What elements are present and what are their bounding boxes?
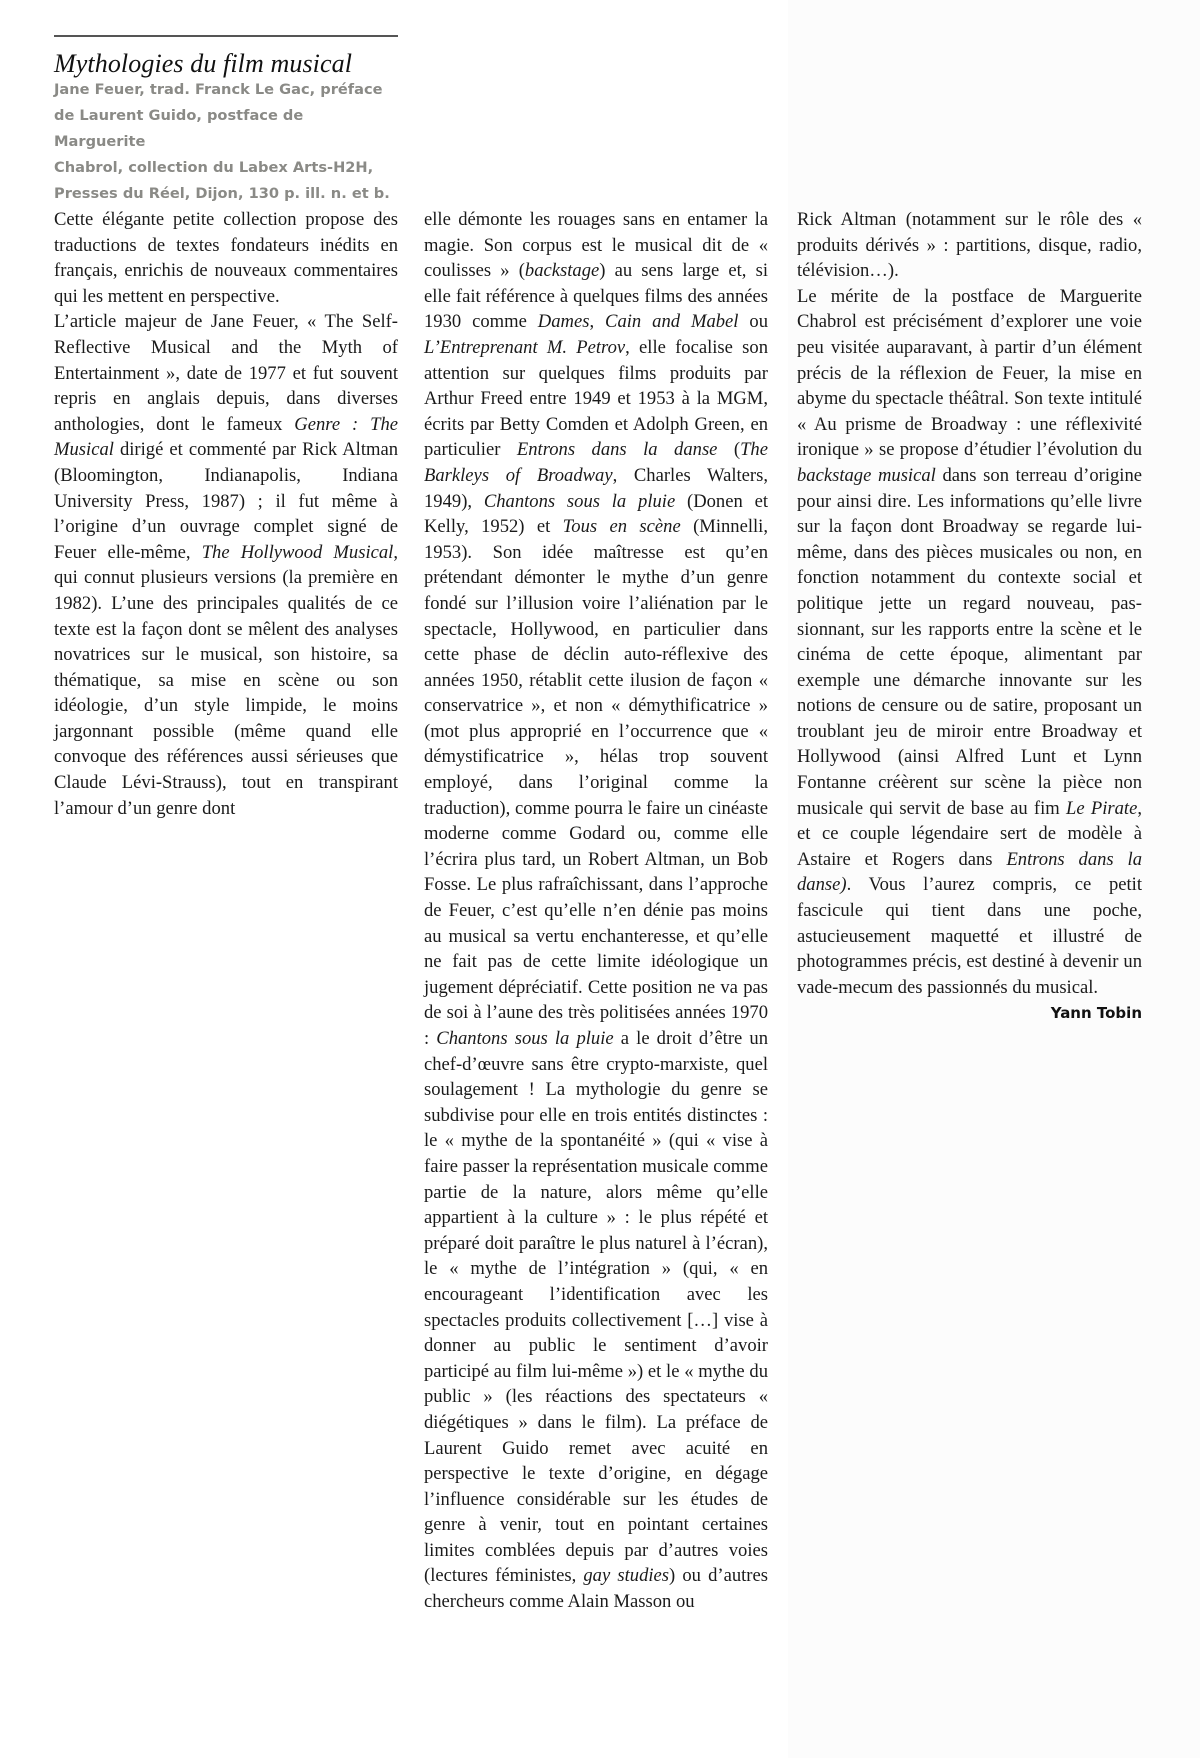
text-segment: L’article majeur de Jane Feuer, « The Self-Reflective Musical and the Myth of Entertainment », date de 1977 et fut souvent repris en anglais depuis, dans diverses anthologies, dont le fameux (54, 311, 398, 435)
italic-title: Chantons sous la pluie (436, 1028, 614, 1049)
author-signature: Yann Tobin (1050, 1004, 1142, 1023)
text-segment: Rick Altman (notamment sur le rôle des « produits dérivés » : partitions, disque, radio, télévision…). (797, 209, 1142, 282)
text-segment: (Donen et Kelly, 1952) et (424, 490, 768, 538)
book-title: Mythologies du film musical (54, 49, 353, 78)
italic-title: Entrons dans la danse (516, 439, 718, 461)
italic-title: backstage (524, 260, 600, 282)
metadata-line: Jane Feuer, trad. Franck Le Gac, préface (54, 81, 383, 98)
text-segment: (Minnelli, 1953). Son idée maîtresse est qu’en prétendant démonter le mythe d’un genre fondé sur l’illusion voire l’aliénation par le spectacle, Hollywood, en particulier dans cette phase de déclin auto-réflexive des années 1950, rétablit cette ilusion de façon « conservatrice », et non « démythificatrice » (mot plus approprié en l’occurrence que « démystificatrice », hélas trop souvent employé, dans l’original comme la traduction), comme pourra le faire un cinéaste moderne comme Godard ou, comme elle l’écrira plus tard, un Robert Altman, un Bob Fosse. Le plus rafraîchissant, dans l’approche de Feuer, c’est qu’elle n’en dénie pas moins au musical sa vertu enchanteresse, et qu’elle ne fait pas de cette limite idéologique un jugement dépréciatif. Cette position ne va pas de soi à l’aune des très politisées années 1970 : (424, 516, 768, 1049)
italic-title: backstage musical (797, 464, 936, 486)
body-paragraph (797, 207, 1142, 284)
book-metadata (54, 77, 398, 207)
text-column-1 (54, 207, 398, 821)
text-segment: dans son terreau d’origine pour ainsi dire. Les informations qu’elle livre sur la façon dont Broadway se regarde lui-même, dans des pièces musicales ou non, en fonction notamment du contexte social et politique jette un regard nouveau, passionnant, sur les rapports entre la scène et le cinéma de cette époque, alimentant par exemple une démarche innovante sur les notions de censure ou de satire, proposant un troublant jeu de miroir entre Broadway et Hollywood (ainsi Alfred Lunt et Lynn Fontanne créèrent sur scène la pièce non musicale qui servit de base au fim (797, 464, 1142, 819)
metadata-line: de Laurent Guido, postface de Marguerite (54, 107, 304, 150)
text-segment: ou (738, 311, 769, 333)
text-segment: Cette élégante petite collection propose des traductions de textes fondateurs inédits en français, enrichis de nouveaux commentaires qui les mettent en perspective. (54, 209, 398, 307)
italic-title: Chantons sous la pluie (483, 490, 676, 512)
text-segment: , et ce couple légendaire sert de modèle à Astaire et Rogers dans (797, 797, 1142, 870)
text-segment: , (589, 311, 606, 333)
body-paragraph (797, 284, 1142, 1001)
body-paragraph (54, 207, 398, 309)
text-segment: Le mérite de la postface de Marguerite Chabrol est précisément d’explorer une voie peu visitée auparavant, à partir d’un élément précis de la réflexion de Feuer, la mise en abyme du spectacle théâtral. Son texte intitulé « Au prisme de Broadway : une réflexivité ironique » se propose d’étudier l’évolution du (797, 285, 1142, 461)
italic-title: Cain and Mabel (605, 311, 739, 333)
text-segment: a le droit d’être un chef-d’œuvre sans être crypto-marxiste, quel soulagement ! La mythologie du genre se subdivise pour elle en trois entités distinctes : le « mythe de la spontanéité » (qui « vise à faire passer la représentation musicale comme partie de la nature, alors même qu’elle appartient à la culture » : le plus répété et préparé doit paraître le plus naturel à l’écran), le « mythe de l’intégration » (qui, « en encourageant l’identification avec les spectacles produits collectivement […] vise à donner au public le sentiment d’avoir participé au film lui-même ») et le « mythe du public » (les réactions des spectateurs « diégétiques » dans le film). La préface de Laurent Guido remet avec acuité en perspective le texte d’origine, en dégage l’influence considérable sur les études de genre à venir, tout en pointant certaines limites comblées depuis par d’autres voies (lectures féministes, (424, 1028, 768, 1587)
italic-title: L’Entreprenant M. Petrov (424, 336, 626, 358)
metadata-line: Chabrol, collection du Labex Arts-H2H, (54, 159, 374, 176)
italic-title: The Barkleys of Broadway (424, 439, 768, 486)
top-rule (54, 35, 398, 37)
text-segment: dirigé et commenté par Rick Altman (Bloomington, Indianapolis, Indiana University Press, 1987) ; il fut même à l’origine d’un ouvrage complet signé de Feuer elle-même, (54, 439, 398, 563)
metadata-line: Presses du Réel, Dijon, 130 p. ill. n. et b. (54, 185, 390, 202)
text-segment: , Charles Walters, 1949), (424, 464, 768, 512)
text-column-2 (424, 207, 768, 1615)
text-segment: ) au sens large et, si elle fait référence à quelques films des années 1930 comme (424, 260, 768, 333)
italic-title: Entrons dans la danse) (797, 848, 1142, 896)
italic-title: Le Pirate (1066, 797, 1138, 819)
italic-title: gay studies (583, 1565, 670, 1587)
body-paragraph (54, 309, 398, 821)
italic-title: Dames (537, 311, 590, 333)
review-header (54, 35, 398, 207)
italic-title: Tous en scène (562, 516, 681, 538)
italic-title: The Hollywood Musical (201, 541, 394, 563)
text-segment: elle démonte les rouages sans en entamer la magie. Son corpus est le musical dit de « coulisses » ( (424, 209, 768, 282)
text-segment: ( (717, 439, 741, 461)
body-paragraph (424, 207, 768, 1615)
text-segment: , elle focalise son attention sur quelques films produits par Arthur Freed entre 1949 et 1953 à la MGM, écrits par Betty Comden et Adolph Green, en particulier (424, 336, 769, 461)
text-segment: , qui connut plusieurs versions (la première en 1982). L’une des principales qualités de ce texte est la façon dont se mêlent des analyses novatrices sur le musical, son histoire, sa thématique, sa mise en scène ou son idéologie, d’un style limpide, le moins jargonnant possible (même quand elle convoque des références aussi sérieuses que Claude Lévi-Strauss), tout en transpirant l’amour d’un genre dont (54, 541, 398, 819)
text-segment: . Vous l’aurez compris, ce petit fascicule qui tient dans une poche, astucieusement maquetté et illustré de photogrammes précis, est destiné à devenir un vade-mecum des passionnés du musical. (797, 874, 1142, 998)
text-segment: ) ou d’autres chercheurs comme Alain Masson ou (424, 1565, 768, 1613)
text-column-3 (797, 207, 1142, 1024)
italic-title: Genre : The Musical (54, 413, 398, 461)
